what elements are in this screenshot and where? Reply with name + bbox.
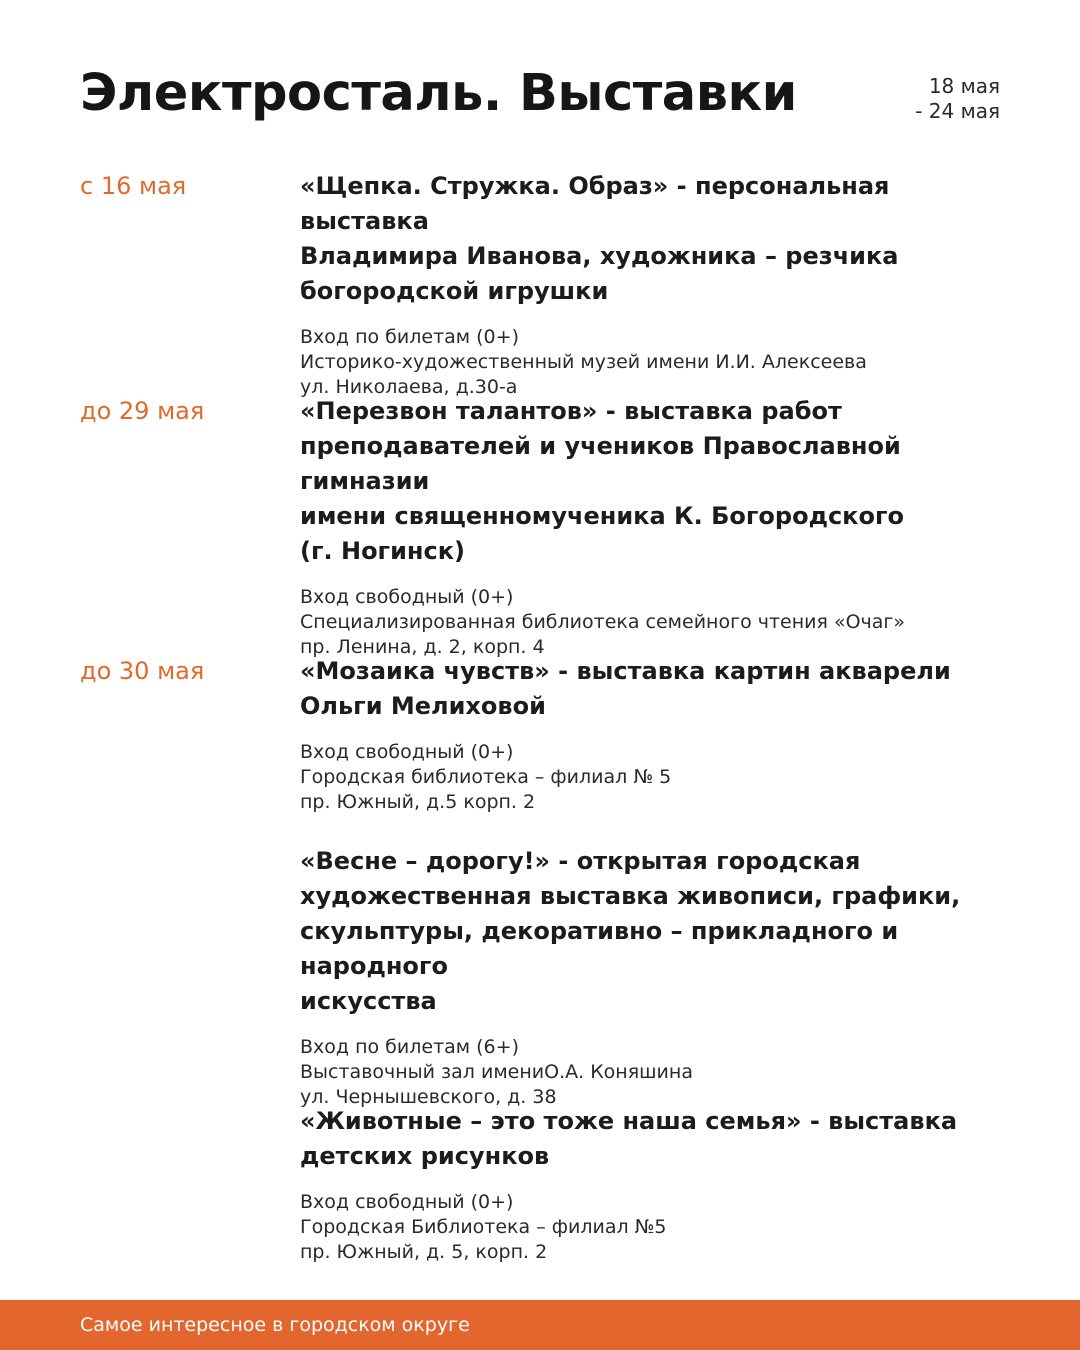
event-info [300,740,1010,815]
event-info [300,1035,1010,1110]
date-range-to: - 24 мая [915,99,1000,123]
date-range-from: 18 мая [928,74,1000,98]
event-title: «Животные – это тоже наша семья» - выставка детских рисунков [300,1107,958,1170]
event-entry: Вход свободный (0+) [300,586,514,608]
event-date: до 30 мая [80,657,205,685]
event-entry: Вход свободный (0+) [300,741,514,763]
footer-bar [0,1300,1080,1350]
event-info [300,585,1010,660]
event-address: пр. Ленина, д. 2, корп. 4 [300,636,545,658]
event-title: «Перезвон талантов» - выставка работ преподавателей и учеников Православной гимназии имени священномученика К. Богородского (г. Ногинск) [300,397,904,565]
event-venue: Выставочный зал имениО.А. Коняшина [300,1061,693,1083]
event-date: до 29 мая [80,397,205,425]
event-body [300,394,1010,660]
page-title: Электросталь. Выставки [80,64,797,123]
event-date: с 16 мая [80,172,187,200]
event-body [300,1104,1010,1265]
event-venue: Специализированная библиотека семейного чтения «Очаг» [300,611,906,633]
event-entry: Вход по билетам (6+) [300,1036,519,1058]
event-info [300,1190,1010,1265]
event-address: пр. Южный, д.5 корп. 2 [300,791,536,813]
event-body [300,654,1010,815]
event-address: ул. Чернышевского, д. 38 [300,1086,557,1108]
event-entry: Вход свободный (0+) [300,1191,514,1213]
event-info [300,325,1010,400]
event-venue: Городская Библиотека – филиал №5 [300,1216,667,1238]
event-title: «Мозаика чувств» - выставка картин акварели Ольги Мелиховой [300,657,951,720]
event-body [300,844,1010,1110]
event-title: «Весне – дорогу!» - открытая городская художественная выставка живописи, графики, скульптуры, декоративно – прикладного и народного искусства [300,847,961,1015]
event-address: ул. Николаева, д.30-а [300,376,518,398]
event-venue: Историко-художественный музей имени И.И. Алексеева [300,351,867,373]
event-address: пр. Южный, д. 5, корп. 2 [300,1241,548,1263]
event-entry: Вход по билетам (0+) [300,326,519,348]
date-range [915,74,1000,124]
footer-slogan: Самое интересное в городском округе [80,1314,470,1336]
event-title: «Щепка. Стружка. Образ» - персональная выставка Владимира Иванова, художника – резчика богородской игрушки [300,172,899,305]
event-venue: Городская библиотека – филиал № 5 [300,766,672,788]
event-body [300,169,1010,400]
